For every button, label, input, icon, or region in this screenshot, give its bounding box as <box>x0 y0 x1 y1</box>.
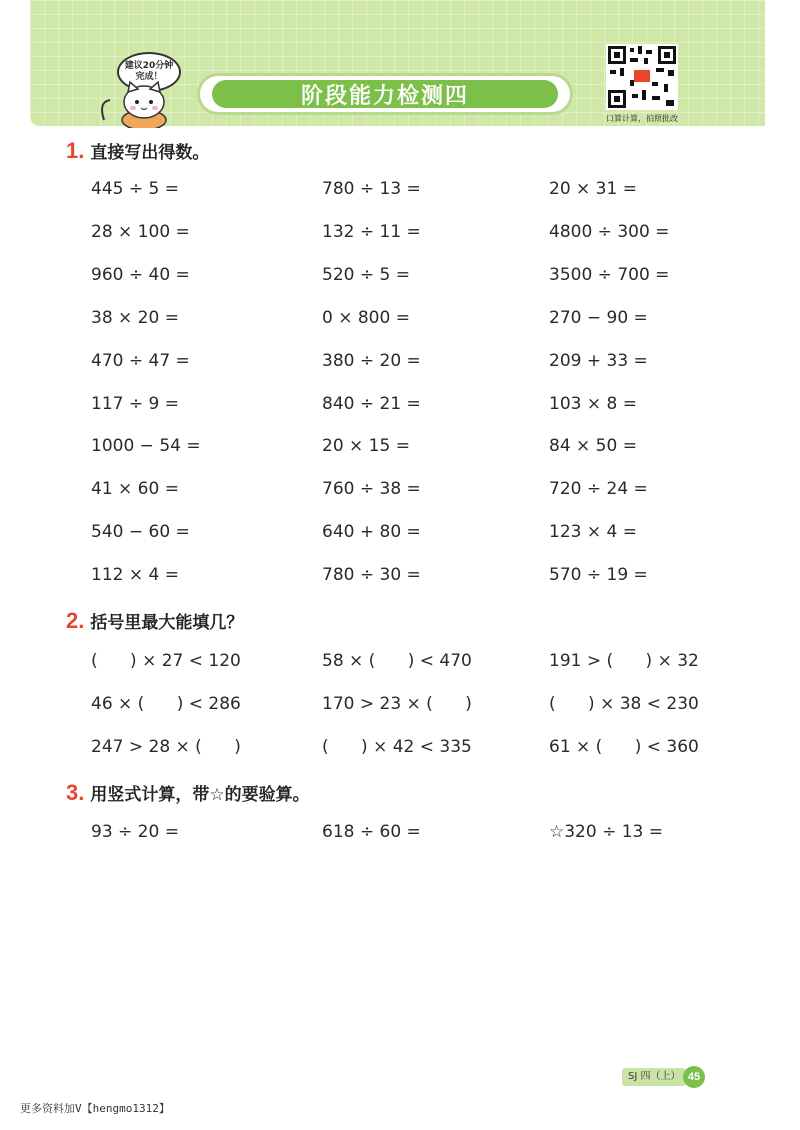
problem: 445 ÷ 5 = <box>91 179 179 199</box>
inequality: 61 × ( ) < 360 <box>549 737 699 757</box>
vertical-calc-problem: 618 ÷ 60 = <box>322 822 421 842</box>
problem-row <box>0 222 800 246</box>
inequality: 191 > ( ) × 32 <box>549 651 699 671</box>
problem: 103 × 8 = <box>549 394 637 414</box>
qr-caption: 口算计算，拍照批改 <box>606 114 678 123</box>
inequality-row <box>0 737 800 761</box>
section-1-heading <box>66 138 209 164</box>
page-number: 45 <box>683 1066 705 1088</box>
problem-row <box>0 308 800 332</box>
problem-row <box>0 265 800 289</box>
section-3-number: 3. <box>66 780 85 805</box>
vertical-calc-problem: ☆320 ÷ 13 = <box>549 822 664 842</box>
problem-row <box>0 565 800 589</box>
section-2-heading <box>66 608 243 634</box>
inequality: 58 × ( ) < 470 <box>322 651 472 671</box>
problem: 117 ÷ 9 = <box>91 394 179 414</box>
inequality: ( ) × 38 < 230 <box>549 694 699 714</box>
grade-badge: SJ 四（上） <box>622 1068 686 1086</box>
inequality: 46 × ( ) < 286 <box>91 694 241 714</box>
watermark-text: 更多资料加V【hengmo1312】 <box>20 1102 170 1115</box>
problem: 20 × 15 = <box>322 436 410 456</box>
problem: 470 ÷ 47 = <box>91 351 190 371</box>
problem: 780 ÷ 30 = <box>322 565 421 585</box>
problem-row <box>0 479 800 503</box>
section-2-title: 括号里最大能填几？ <box>90 613 244 633</box>
cat-mascot-icon <box>96 80 176 128</box>
inequality-row <box>0 651 800 675</box>
problem: 760 ÷ 38 = <box>322 479 421 499</box>
title-banner <box>200 76 570 112</box>
qr-code-icon[interactable] <box>606 44 678 110</box>
section-3-heading <box>66 780 310 806</box>
inequality: ( ) × 42 < 335 <box>322 737 472 757</box>
problem: 540 − 60 = <box>91 522 190 542</box>
bubble-line-1: 建议20分钟 <box>124 61 174 71</box>
problem-row <box>0 436 800 460</box>
problem-row <box>0 522 800 546</box>
problem: 0 × 800 = <box>322 308 410 328</box>
problem: 41 × 60 = <box>91 479 179 499</box>
problem: 270 − 90 = <box>549 308 648 328</box>
section-1-title: 直接写出得数。 <box>90 143 210 163</box>
problem: 570 ÷ 19 = <box>549 565 648 585</box>
problem: 960 ÷ 40 = <box>91 265 190 285</box>
title-banner-inner <box>212 80 558 108</box>
problem: 84 × 50 = <box>549 436 637 456</box>
problem: 38 × 20 = <box>91 308 179 328</box>
inequality: ( ) × 27 < 120 <box>91 651 241 671</box>
inequality: 247 > 28 × ( ) <box>91 737 241 757</box>
vertical-calc-problem: 93 ÷ 20 = <box>91 822 179 842</box>
problem: 780 ÷ 13 = <box>322 179 421 199</box>
section-1-number: 1. <box>66 138 85 163</box>
problem: 520 ÷ 5 = <box>322 265 410 285</box>
problem: 209 + 33 = <box>549 351 648 371</box>
problem: 28 × 100 = <box>91 222 190 242</box>
problem: 380 ÷ 20 = <box>322 351 421 371</box>
problem: 3500 ÷ 700 = <box>549 265 670 285</box>
page-title: 阶段能力检测四 <box>300 83 469 109</box>
problem: 640 + 80 = <box>322 522 421 542</box>
problem-row <box>0 351 800 375</box>
problem-row <box>0 179 800 203</box>
problem-row <box>0 394 800 418</box>
problem: 112 × 4 = <box>91 565 179 585</box>
problem: 1000 − 54 = <box>91 436 201 456</box>
vertical-calc-row <box>0 822 800 846</box>
section-2-number: 2. <box>66 608 85 633</box>
problem: 840 ÷ 21 = <box>322 394 421 414</box>
problem: 720 ÷ 24 = <box>549 479 648 499</box>
section-3-title: 用竖式计算，带☆的要验算。 <box>90 785 310 805</box>
problem: 4800 ÷ 300 = <box>549 222 670 242</box>
problem: 123 × 4 = <box>549 522 637 542</box>
problem: 20 × 31 = <box>549 179 637 199</box>
bubble-line-2: 完成！ <box>135 72 163 82</box>
inequality-row <box>0 694 800 718</box>
inequality: 170 > 23 × ( ) <box>322 694 472 714</box>
problem: 132 ÷ 11 = <box>322 222 421 242</box>
